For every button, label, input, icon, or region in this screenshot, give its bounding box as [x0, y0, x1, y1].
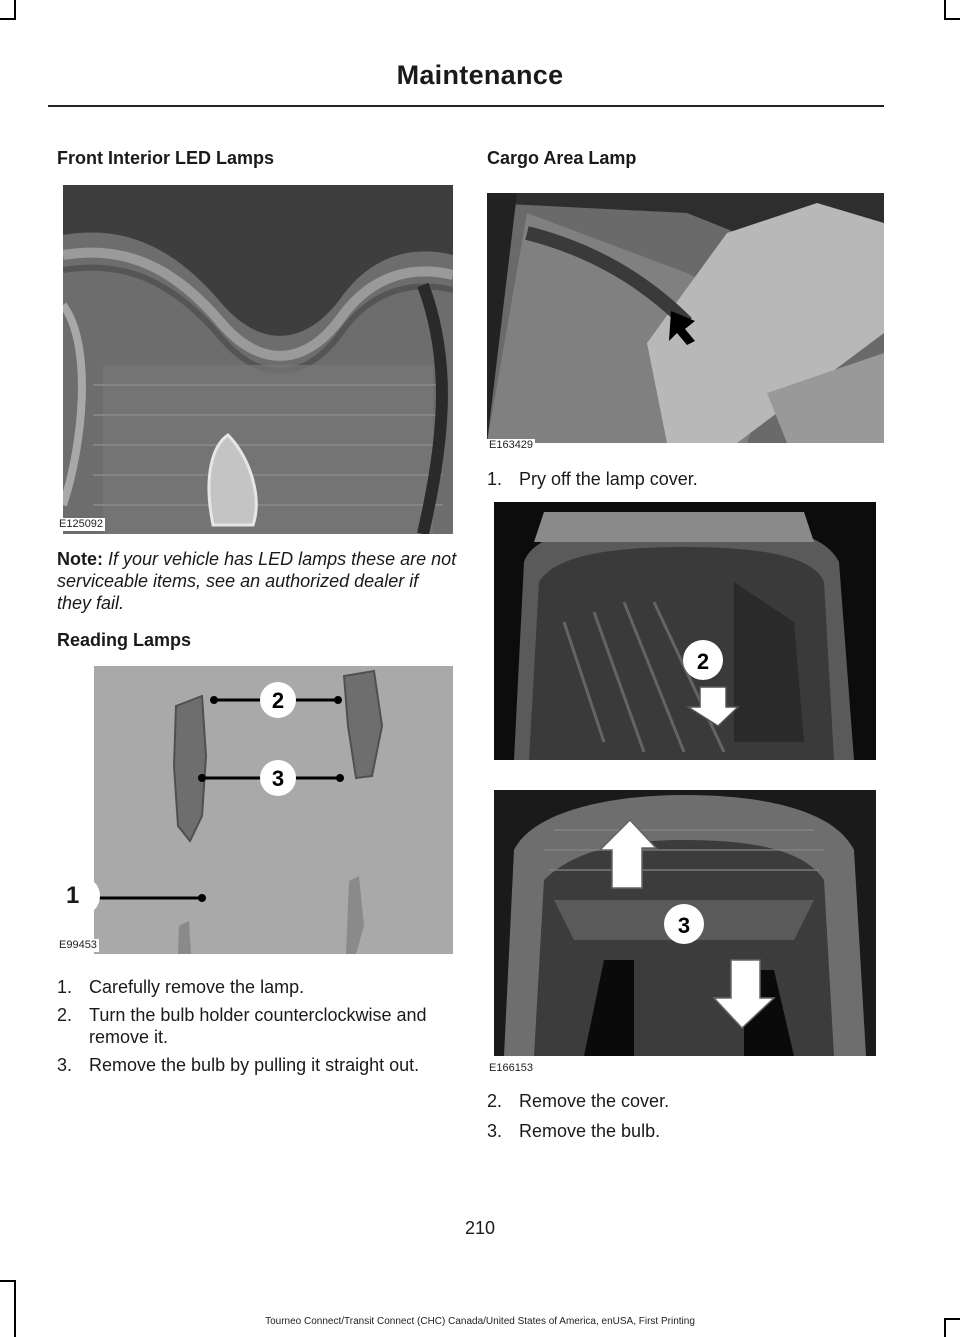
figure-cargo-lamp: [487, 193, 884, 443]
crop-mark: [14, 0, 16, 20]
step-number: 2.: [57, 1005, 73, 1025]
section-title: Maintenance: [396, 60, 564, 90]
callout-3: 3: [271, 766, 285, 791]
heading-cargo-area-lamp: Cargo Area Lamp: [487, 148, 637, 168]
step-number: 1.: [487, 469, 503, 489]
reading-lamp-steps: [57, 976, 457, 1082]
cargo-steps: [487, 1090, 887, 1148]
step-text: Pry off the lamp cover.: [519, 469, 698, 489]
step-text: Remove the bulb.: [519, 1121, 661, 1141]
crop-mark: [944, 18, 960, 20]
figure-front-interior-led-lamps: [63, 185, 453, 534]
figure-remove-bulb: [494, 790, 876, 1056]
step-text: Turn the bulb holder counterclockwise and remove it.: [89, 1005, 427, 1047]
callout-1: 1: [66, 882, 80, 909]
page-number: 210: [464, 1218, 496, 1238]
list-item: [487, 468, 887, 490]
callout-3: 3: [677, 913, 691, 938]
note-text: If your vehicle has LED lamps these are not serviceable items, see an authorized dealer if they fail.: [57, 549, 457, 613]
header-rule: [48, 105, 884, 107]
step-text: Remove the bulb by pulling it straight out.: [89, 1055, 420, 1075]
step-number: 3.: [487, 1121, 503, 1141]
step-text: Carefully remove the lamp.: [89, 977, 305, 997]
step-number: 3.: [57, 1055, 73, 1075]
step-number: 2.: [487, 1091, 503, 1111]
list-item: [57, 976, 457, 998]
note-led-lamps: [57, 548, 457, 614]
list-item: [57, 1004, 457, 1048]
figure-id-cargo: E163429: [489, 439, 534, 451]
heading-reading-lamps: Reading Lamps: [57, 630, 192, 650]
crop-mark: [944, 0, 946, 20]
callout-2: 2: [271, 688, 285, 713]
crop-mark: [0, 18, 16, 20]
footer-text: Tourneo Connect/Transit Connect (CHC) Canada/United States of America, enUSA, First Printing: [265, 1316, 695, 1327]
step-number: 1.: [57, 977, 73, 997]
list-item: [487, 1090, 887, 1112]
callout-2: 2: [696, 649, 710, 674]
heading-front-interior-led-lamps: Front Interior LED Lamps: [57, 148, 275, 168]
figure-remove-cover: [494, 502, 876, 760]
figure-id-cover: E166153: [489, 1062, 534, 1074]
list-item: [487, 1120, 887, 1142]
crop-mark: [14, 1280, 16, 1337]
step-text: Remove the cover.: [519, 1091, 670, 1111]
list-item: [57, 1054, 457, 1076]
cargo-step-1: [487, 468, 887, 496]
note-label: Note:: [57, 549, 103, 569]
crop-mark: [0, 1280, 16, 1282]
figure-reading-lamps: [94, 666, 453, 954]
figure-id-reading: E99453: [59, 939, 97, 951]
figure-id-front: E125092: [59, 518, 104, 530]
